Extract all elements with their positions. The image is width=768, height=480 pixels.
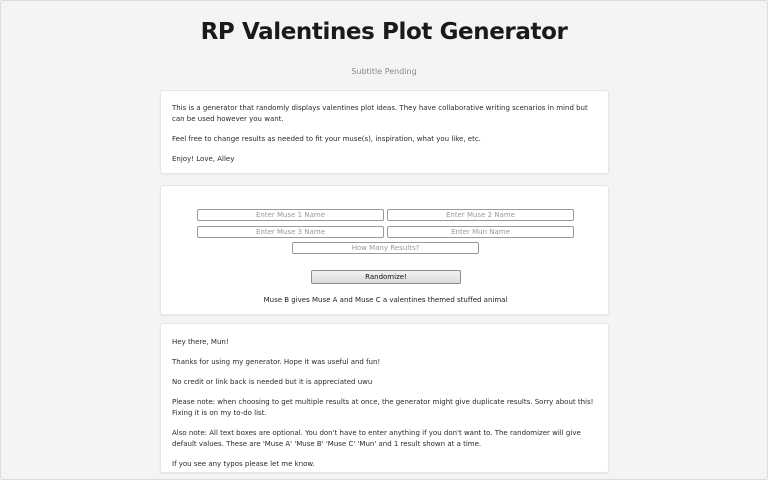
muse3-name-input[interactable]	[197, 226, 384, 238]
muse1-name-input[interactable]	[197, 209, 384, 221]
intro-paragraph: Feel free to change results as needed to fit your muse(s), inspiration, what you like, etc.	[172, 135, 481, 143]
notes-card	[160, 323, 609, 473]
randomize-button[interactable]: Randomize!	[311, 270, 461, 284]
intro-signoff: Enjoy! Love, Alley	[172, 155, 235, 163]
notes-paragraph: No credit or link back is needed but it is appreciated uwu	[172, 378, 373, 386]
generated-result: Muse B gives Muse A and Muse C a valentines themed stuffed animal	[263, 296, 508, 304]
page-subtitle: Subtitle Pending	[351, 67, 417, 76]
notes-paragraph: Thanks for using my generator. Hope it was useful and fun!	[172, 358, 381, 366]
muse2-name-input[interactable]	[387, 209, 574, 221]
intro-paragraph: This is a generator that randomly displays valentines plot ideas. They have collaborative writing scenarios in mind but can be used however you want.	[172, 104, 588, 123]
notes-paragraph: Also note: All text boxes are optional. You don't have to enter anything if you don't want to. The randomizer will give default values. These are 'Muse A' 'Muse B' 'Muse C' 'Mun' and 1 result shown at a time.	[172, 429, 581, 448]
notes-greeting: Hey there, Mun!	[172, 338, 229, 346]
page-title: RP Valentines Plot Generator	[200, 19, 568, 45]
notes-paragraph: Please note: when choosing to get multiple results at once, the generator might give duplicate results. Sorry about this! Fixing it is on my to-do list.	[172, 398, 594, 417]
intro-card	[160, 90, 609, 174]
generator-card	[160, 185, 609, 315]
mun-name-input[interactable]	[387, 226, 574, 238]
notes-paragraph: If you see any typos please let me know.	[172, 460, 315, 468]
result-count-input[interactable]	[292, 242, 479, 254]
